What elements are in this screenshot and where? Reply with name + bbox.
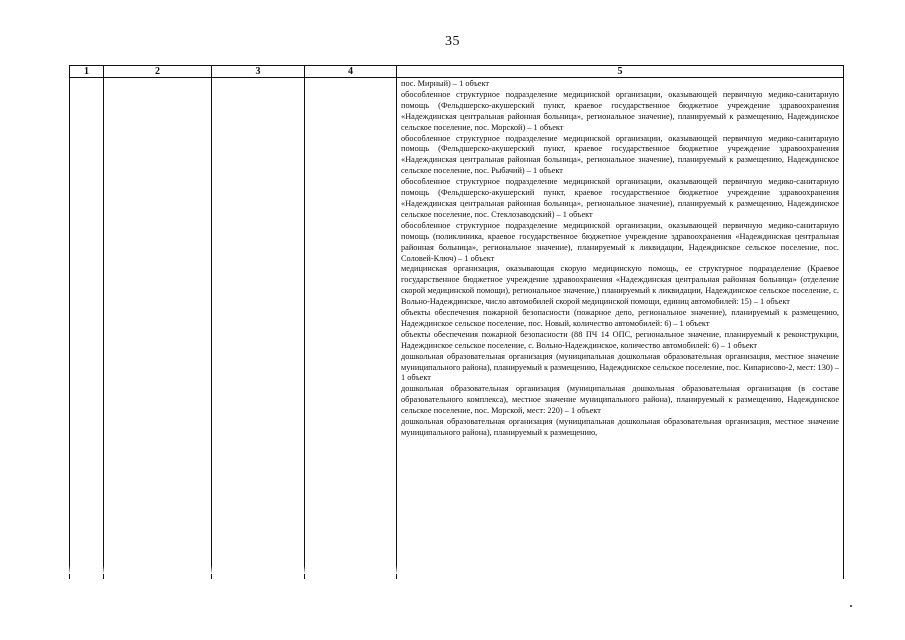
entry-text: обособленное структурное подразделение медицинской организации, оказывающей первичную медико-санитарную помощь (Фельдшерско-акушерский пункт, краевое государственное бюджетное учреждение здравоохранения «Надеждинская центральная районная больница», региональное значение), планируемый к размещению, Надеждинское сельское поселение, пос. Стеклозаводский) – 1 объект xyxy=(401,177,839,219)
entry-text: медицинская организация, оказывающая скорую медицинскую помощь, ее структурное подразделение (Краевое государственное бюджетное учреждение здравоохранения «Надеждинская центральная районная больница» (отделение скорой медицинской помощи), региональное значение,) планируемый к ликвидации, Надеждинское сельское поселение, с. Вольно-Надеждинское, число автомобилей скорой медицинской помощи, единиц автомобилей: 15) – 1 объект xyxy=(401,264,839,307)
entry-text: объекты обеспечения пожарной безопасности (пожарное депо, региональное значение), планируемый к размещению, Надеждинское сельское поселение, пос. Новый, количество автомобилей: 6) – 1 объект xyxy=(401,308,839,328)
column-header-2: 2 xyxy=(104,66,212,78)
cell-col-4 xyxy=(305,78,397,580)
column-header-1: 1 xyxy=(70,66,104,78)
entry-text: дошкольная образовательная организация (муниципальная дошкольная образовательная организация, местное значение муниципального района), планируемый к размещению, Надеждинское сельское поселение, пос. Кипарисово-2, мест: 130) – 1 объект xyxy=(401,351,839,383)
column-header-4: 4 xyxy=(305,66,397,78)
cell-col-5-description xyxy=(397,78,844,580)
page-cut-off-edge xyxy=(69,566,843,574)
cell-col-1 xyxy=(70,78,104,580)
column-header-3: 3 xyxy=(212,66,305,78)
table-row xyxy=(70,78,844,580)
entry-text: пос. Мирный) – 1 объект xyxy=(401,79,490,88)
cell-col-2 xyxy=(104,78,212,580)
entry-text: объекты обеспечения пожарной безопасности (88 ПЧ 14 ОПС, региональное значение, планируемый к реконструкции, Надеждинское сельское поселение, с. Вольно-Надеждинское, количество автомобилей: 6) – 1 объект xyxy=(401,329,839,350)
scan-speck xyxy=(850,605,852,607)
page-number: 35 xyxy=(445,34,460,49)
document-table xyxy=(69,65,844,579)
entry-text: обособленное структурное подразделение медицинской организации, оказывающей первичную медико-санитарную помощь (поликлиника, краевое государственное бюджетное учреждение здравоохранения «Надеждинская центральная районная больница», региональное значение), планируемый к ликвидации, Надеждинское сельское поселение, пос. Соловей-Ключ) – 1 объект xyxy=(401,220,839,263)
entry-text: дошкольная образовательная организация (муниципальная дошкольная образовательная организация (в составе образовательного комплекса), местное значение муниципального района), планируемый к размещению, Надеждинское сельское поселение, пос. Морской, мест: 220) – 1 объект xyxy=(401,384,839,416)
cell-col-3 xyxy=(212,78,305,580)
entry-text: обособленное структурное подразделение медицинской организации, оказывающей первичную медико-санитарную помощь (Фельдшерско-акушерский пункт, краевое государственное бюджетное учреждение здравоохранения «Надеждинская центральная районная больница», региональное значение), планируемый к размещению, Надеждинское сельское поселение, пос. Рыбачий) – 1 объект xyxy=(401,133,839,176)
entry-text: дошкольная образовательная организация (муниципальная дошкольная образовательная организация, местное значение муниципального района), планируемый к размещению, xyxy=(401,417,839,437)
table-header-row xyxy=(70,66,844,78)
entry-text: обособленное структурное подразделение медицинской организации, оказывающей первичную медико-санитарную помощь (Фельдшерско-акушерский пункт, краевое государственное бюджетное учреждение здравоохранения «Надеждинская центральная районная больница», региональное значение), планируемый к размещению, Надеждинское сельское поселение, пос. Морской) – 1 объект xyxy=(401,89,839,132)
column-header-5: 5 xyxy=(397,66,844,78)
